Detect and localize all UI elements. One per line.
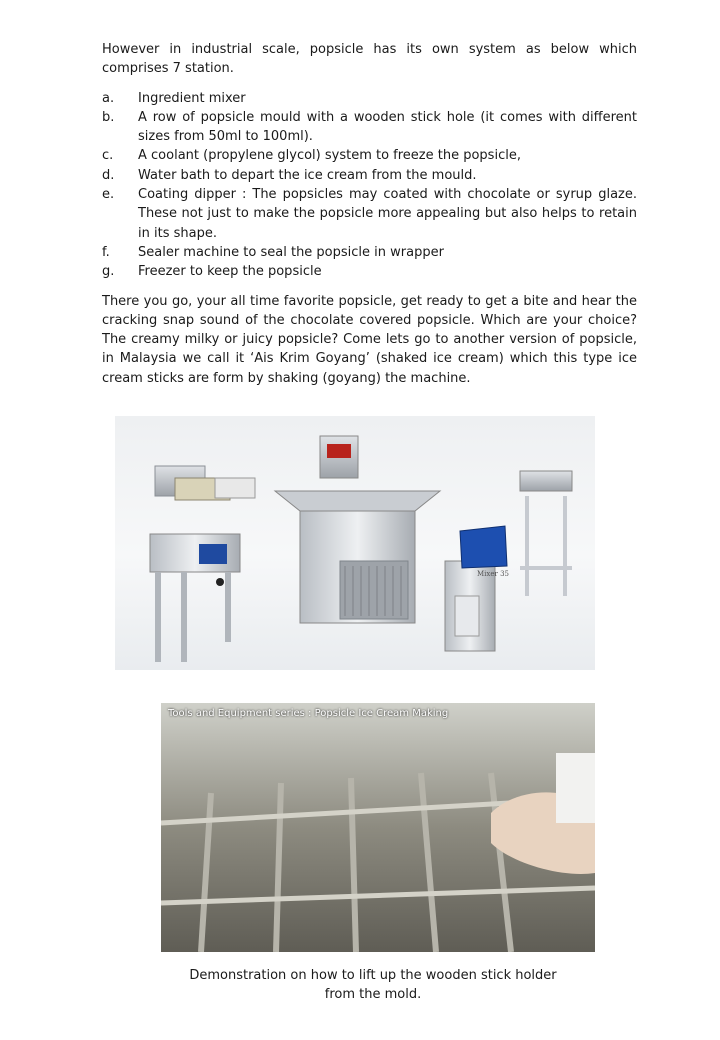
second-paragraph: There you go, your all time favorite popsicle, get ready to get a bite and hear the cracking snap sound of the chocolate covered popsicle. Which are your choice? The creamy milky or juicy popsicle? Come lets go to another version of popsicle, in Malaysia we call it ‘Ais Krim Goyang’ (shaked ice cream) which this type ice cream sticks are form by shaking (goyang) the machine. [102,293,637,386]
list-marker: c. [102,148,114,164]
list-marker: a. [102,90,115,106]
list-item [102,89,637,108]
list-text: Ingredient mixer [138,90,246,106]
list-text: A row of popsicle mould with a wooden stick hole (it comes with different sizes from 50ml to 100ml). [138,109,637,145]
figure-caption [161,966,585,1004]
ingredient-mixer [445,526,509,651]
list-item [102,166,637,185]
intro-paragraph: However in industrial scale, popsicle has its own system as below which comprises 7 station. [102,42,637,77]
list-text: Sealer machine to seal the popsicle in wrapper [138,244,444,260]
list-item [102,146,637,165]
mixer-label: Mixer 35 [477,570,509,578]
document-body [102,40,637,388]
list-marker: e. [102,187,115,203]
list-marker: d. [102,167,115,183]
coating-dipper [150,534,240,662]
freezing-tank [275,436,440,623]
list-marker: b. [102,109,115,125]
list-marker: f. [102,244,110,260]
list-text: Freezer to keep the popsicle [138,264,322,280]
list-text: Water bath to depart the ice cream from the mould. [138,167,477,183]
caption-line: Demonstration on how to lift up the wooden stick holder [189,968,557,983]
equipment-image [115,416,595,670]
sealer-machine [520,471,572,596]
list-marker: g. [102,264,115,280]
list-text: Coating dipper : The popsicles may coated with chocolate or syrup glaze. These not just to make the popsicle more appealing but also helps to retain in its shape. [138,187,637,241]
video-title: Tools and Equipment series : Popsicle Ice Cream Making [168,708,449,719]
list-item [102,262,637,281]
station-list [102,89,637,282]
video-frame [161,703,595,952]
popsicle-mould [155,466,255,500]
list-text: A coolant (propylene glycol) system to freeze the popsicle, [138,148,521,164]
list-item [102,185,637,243]
equipment-illustration [115,416,595,670]
list-item [102,108,637,147]
caption-line: from the mold. [324,987,422,1002]
video-still [161,703,595,952]
list-item [102,243,637,262]
